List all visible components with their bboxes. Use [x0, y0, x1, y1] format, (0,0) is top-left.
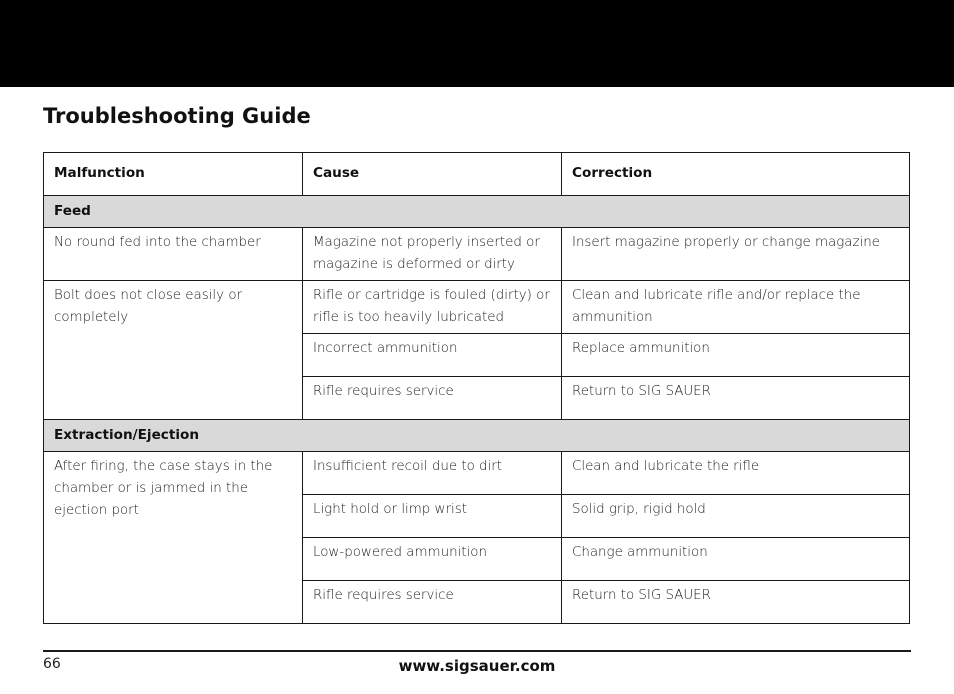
correction-cell: Clean and lubricate rifle and/or replace the ammunition — [562, 281, 910, 334]
table-row — [44, 281, 910, 334]
cause-cell: Rifle requires service — [303, 377, 562, 420]
cause-cell: Rifle or cartridge is fouled (dirty) or rifle is too heavily lubricated — [303, 281, 562, 334]
page-number: 66 — [43, 656, 61, 672]
cause-cell: Incorrect ammunition — [303, 334, 562, 377]
column-header-malfunction: Malfunction — [44, 153, 303, 196]
correction-cell: Solid grip, rigid hold — [562, 495, 910, 538]
cause-cell: Rifle requires service — [303, 581, 562, 624]
table-row — [44, 228, 910, 281]
malfunction-cell: No round fed into the chamber — [44, 228, 303, 281]
cause-cell: Insufficient recoil due to dirt — [303, 452, 562, 495]
correction-cell: Clean and lubricate the rifle — [562, 452, 910, 495]
malfunction-cell: After firing, the case stays in the chamber or is jammed in the ejection port — [44, 452, 303, 624]
cause-cell: Light hold or limp wrist — [303, 495, 562, 538]
cause-cell: Low-powered ammunition — [303, 538, 562, 581]
table-header-row — [44, 153, 910, 196]
section-label: Extraction/Ejection — [44, 420, 910, 452]
section-row-extraction-ejection — [44, 420, 910, 452]
header-bar — [0, 0, 954, 87]
section-row-feed — [44, 196, 910, 228]
correction-cell: Return to SIG SAUER — [562, 377, 910, 420]
column-header-cause: Cause — [303, 153, 562, 196]
column-header-correction: Correction — [562, 153, 910, 196]
troubleshooting-table — [43, 152, 910, 624]
correction-cell: Change ammunition — [562, 538, 910, 581]
cause-cell: Magazine not properly inserted or magazine is deformed or dirty — [303, 228, 562, 281]
malfunction-cell: Bolt does not close easily or completely — [44, 281, 303, 420]
website-url: www.sigsauer.com — [398, 657, 556, 675]
correction-cell: Insert magazine properly or change magazine — [562, 228, 910, 281]
section-label: Feed — [44, 196, 910, 228]
table-row — [44, 452, 910, 495]
correction-cell: Replace ammunition — [562, 334, 910, 377]
footer-divider — [43, 650, 911, 652]
correction-cell: Return to SIG SAUER — [562, 581, 910, 624]
page-title: Troubleshooting Guide — [43, 104, 311, 128]
